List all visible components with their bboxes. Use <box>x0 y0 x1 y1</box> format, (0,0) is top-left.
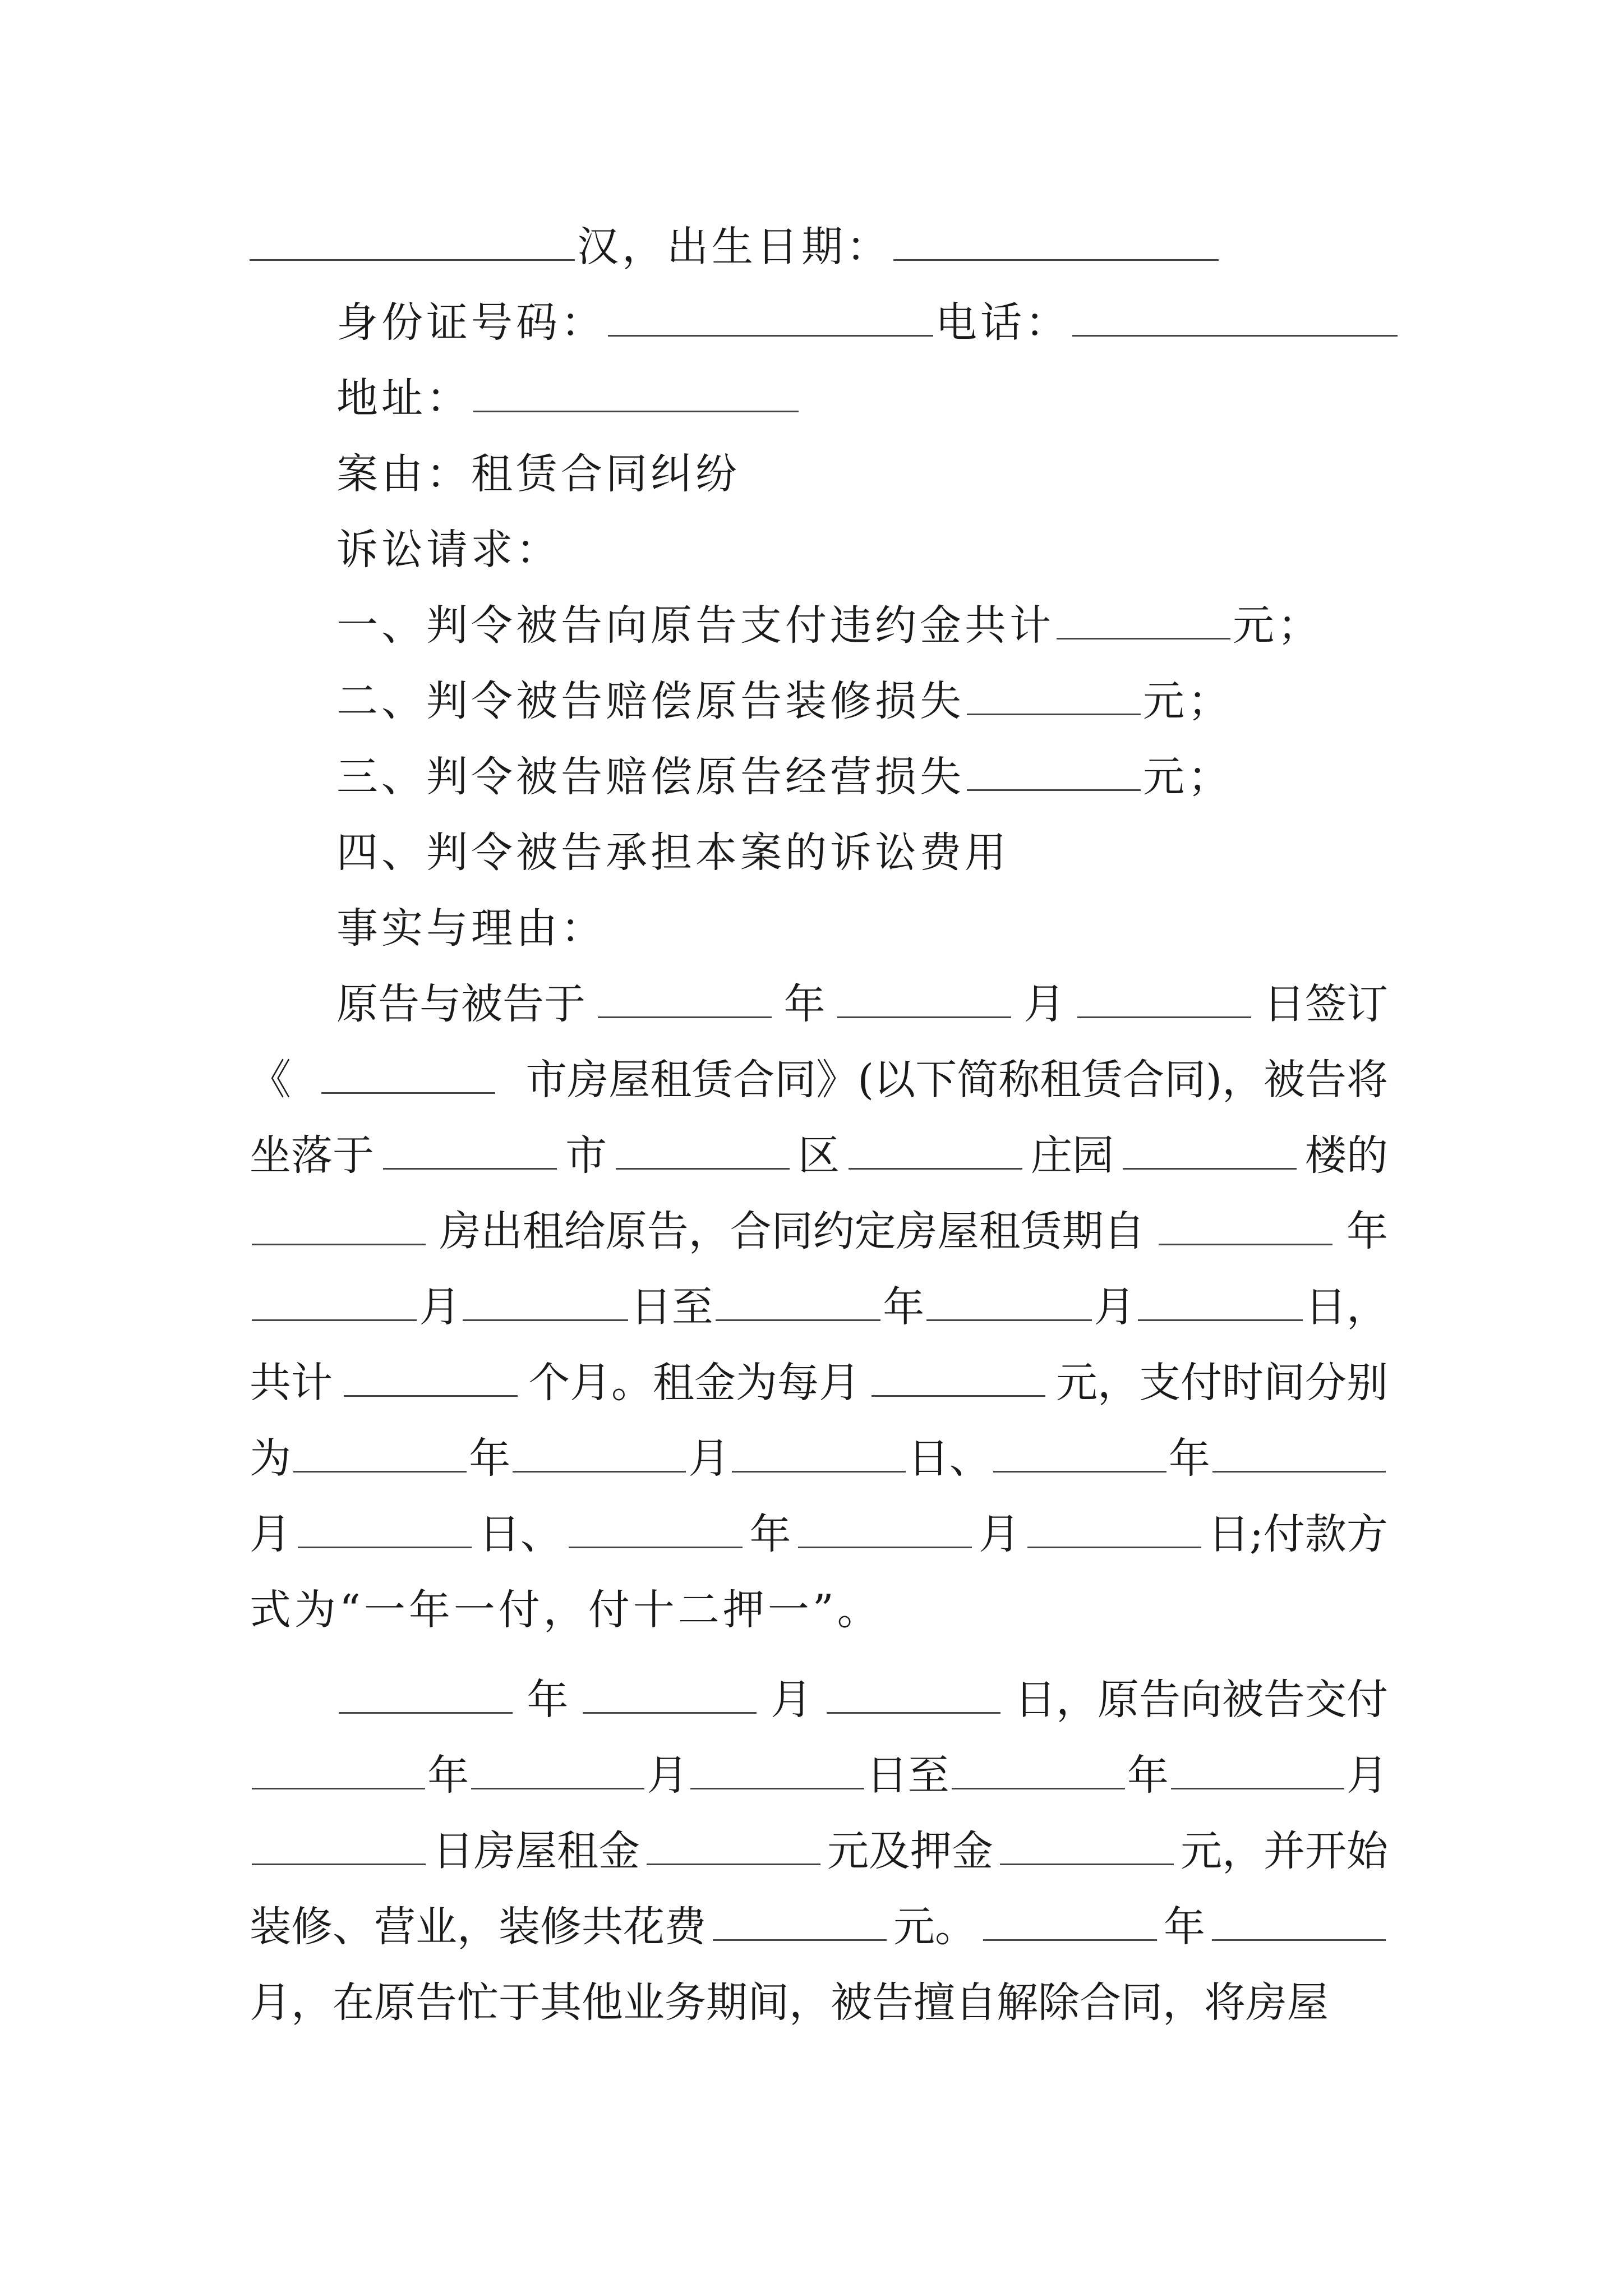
text-segment: 为 <box>250 1434 291 1483</box>
date-blank <box>993 1429 1166 1473</box>
facts-p1-line-5 <box>250 1276 1388 1338</box>
text-segment: 月 <box>1347 1751 1389 1800</box>
facts-p2-line-1 <box>336 1669 1388 1731</box>
date-blank <box>1212 1429 1386 1473</box>
text-segment: 月 <box>419 1283 461 1331</box>
rent-blank <box>872 1354 1045 1397</box>
text-segment: 元。 <box>893 1903 976 1951</box>
claim-3-amount-blank <box>967 748 1141 791</box>
rent-amount-blank <box>647 1822 820 1865</box>
text-segment: 年 <box>427 1751 469 1800</box>
phone-blank <box>1072 293 1398 337</box>
text-segment: 庄园 <box>1031 1131 1114 1180</box>
claim-item-2 <box>336 670 1388 732</box>
date-blank <box>252 1278 417 1321</box>
claim-3-text: 三、判令被告赔偿原告经营损失 <box>336 753 965 801</box>
text-segment: 日、 <box>478 1510 562 1558</box>
claim-1-unit: 元； <box>1233 601 1322 650</box>
date-blank <box>598 975 772 1018</box>
text-segment: 日;付款方 <box>1208 1510 1388 1558</box>
facts-p2-line-4 <box>250 1896 1388 1958</box>
date-blank <box>1027 1505 1201 1548</box>
date-blank <box>983 1898 1157 1941</box>
text-segment: 年 <box>1346 1207 1388 1255</box>
date-blank <box>798 1505 972 1548</box>
text-segment: 年 <box>883 1283 925 1331</box>
claim-1-text: 一、判令被告向原告支付违约金共计 <box>336 601 1054 650</box>
text-segment: 市房屋租赁合同》(以下简称租赁合同)，被告将 <box>525 1056 1388 1104</box>
date-blank <box>1171 1746 1344 1789</box>
claim-item-1 <box>336 595 1388 656</box>
date-blank <box>252 1746 425 1789</box>
date-blank <box>463 1278 628 1321</box>
date-blank <box>1212 1898 1386 1941</box>
date-blank <box>471 1746 644 1789</box>
city-blank <box>321 1051 495 1094</box>
address-label: 地址： <box>336 374 471 422</box>
text-segment: 月 <box>688 1434 730 1483</box>
text-segment: 坐落于 <box>250 1131 374 1180</box>
text-segment: 月 <box>250 1510 291 1558</box>
text-segment: 月 <box>647 1751 689 1800</box>
text-segment: 市 <box>565 1131 607 1180</box>
text-segment: 楼的 <box>1305 1131 1388 1180</box>
facts-p1-line-8 <box>250 1503 1388 1565</box>
location-blank <box>1123 1126 1297 1170</box>
room-blank <box>252 1202 426 1245</box>
text-segment: 年 <box>469 1434 511 1483</box>
date-blank <box>1077 975 1251 1018</box>
renovation-cost-blank <box>713 1898 887 1941</box>
date-blank <box>1159 1202 1332 1245</box>
phone-label: 电话： <box>935 298 1070 347</box>
text-segment: 月 <box>1023 980 1066 1028</box>
date-blank <box>716 1278 880 1321</box>
date-blank <box>837 975 1011 1018</box>
text-segment: 日，原告向被告交付 <box>1014 1676 1388 1724</box>
date-blank <box>732 1429 905 1473</box>
claim-item-4: 四、判令被告承担本案的诉讼费用 <box>336 829 1009 877</box>
claims-heading: 诉讼请求： <box>336 526 561 574</box>
text-segment: 《 <box>250 1056 291 1104</box>
date-blank <box>339 1671 513 1714</box>
date-blank <box>583 1671 757 1714</box>
text-segment: 月 <box>979 1510 1021 1558</box>
text-segment: 日， <box>1305 1283 1389 1331</box>
id-number-label: 身份证号码： <box>336 298 606 347</box>
facts-p1-line-9: 式为“一年一付，付十二押一”。 <box>250 1586 882 1634</box>
text-segment: 房出租给原告，合同约定房屋租赁期自 <box>439 1207 1145 1255</box>
location-blank <box>383 1126 557 1170</box>
text-segment: 元及押金 <box>827 1827 993 1875</box>
text-segment: 日至 <box>630 1283 713 1331</box>
text-segment: 日签订 <box>1263 980 1388 1028</box>
birth-date-blank <box>893 218 1219 261</box>
text-segment: 月 <box>771 1676 813 1724</box>
text-segment: 元，支付时间分别 <box>1056 1359 1388 1407</box>
facts-heading: 事实与理由： <box>336 904 606 953</box>
address-blank <box>473 369 799 412</box>
claim-2-text: 二、判令被告赔偿原告装修损失 <box>336 677 965 725</box>
date-blank <box>926 1278 1091 1321</box>
claim-item-3 <box>336 746 1388 808</box>
text-segment: 原告与被告于 <box>336 980 585 1028</box>
facts-p1-line-4 <box>250 1200 1388 1262</box>
date-blank <box>1138 1278 1303 1321</box>
text-segment: 年 <box>783 980 826 1028</box>
ethnicity-birth-label: 汉，出生日期： <box>577 223 891 271</box>
text-segment: 个月。租金为每月 <box>528 1359 860 1407</box>
facts-p1-line-2 <box>250 1049 1388 1111</box>
months-blank <box>344 1354 518 1397</box>
text-segment: 区 <box>798 1131 840 1180</box>
date-blank <box>513 1429 686 1473</box>
text-segment: 年 <box>749 1510 791 1558</box>
claim-2-unit: 元； <box>1143 677 1233 725</box>
text-segment: 年 <box>1127 1751 1169 1800</box>
text-segment: 年 <box>527 1676 569 1724</box>
facts-p1-line-6 <box>250 1352 1388 1414</box>
facts-p1-line-3 <box>250 1125 1388 1186</box>
facts-p1-line-1 <box>336 973 1388 1035</box>
birth-date-line <box>250 216 1388 278</box>
date-blank <box>298 1505 472 1548</box>
ethnicity-blank <box>250 218 575 261</box>
date-blank <box>827 1671 1000 1714</box>
text-segment: 日至 <box>866 1751 949 1800</box>
date-blank <box>252 1822 426 1865</box>
facts-p2-line-2 <box>250 1745 1388 1806</box>
claim-1-amount-blank <box>1057 596 1230 639</box>
case-cause: 案由：租赁合同纠纷 <box>336 450 740 498</box>
date-blank <box>569 1505 743 1548</box>
date-blank <box>293 1429 467 1473</box>
text-segment: 月，在原告忙于其他业务期间，被告擅自解除合同，将房屋 <box>250 1978 1329 2027</box>
text-segment: 共计 <box>250 1359 333 1407</box>
facts-p2-line-3 <box>250 1820 1388 1882</box>
facts-p2-line-5 <box>250 1972 1388 2033</box>
text-segment: 年 <box>1168 1434 1210 1483</box>
text-segment: 日、 <box>907 1434 991 1483</box>
deposit-amount-blank <box>1000 1822 1174 1865</box>
id-number-blank <box>608 293 933 337</box>
claim-2-amount-blank <box>967 672 1141 715</box>
text-segment: 年 <box>1164 1903 1205 1951</box>
claim-3-unit: 元； <box>1143 753 1233 801</box>
text-segment: 元，并开始 <box>1181 1827 1388 1875</box>
location-blank <box>616 1126 790 1170</box>
date-blank <box>690 1746 864 1789</box>
text-segment: 日房屋租金 <box>432 1827 640 1875</box>
text-segment: 装修、营业，装修共花费 <box>250 1903 706 1951</box>
location-blank <box>849 1126 1022 1170</box>
date-blank <box>952 1746 1125 1789</box>
text-segment: 月 <box>1094 1283 1136 1331</box>
id-phone-line <box>336 292 1388 353</box>
address-line <box>336 367 1388 429</box>
facts-p1-line-7 <box>250 1428 1388 1489</box>
